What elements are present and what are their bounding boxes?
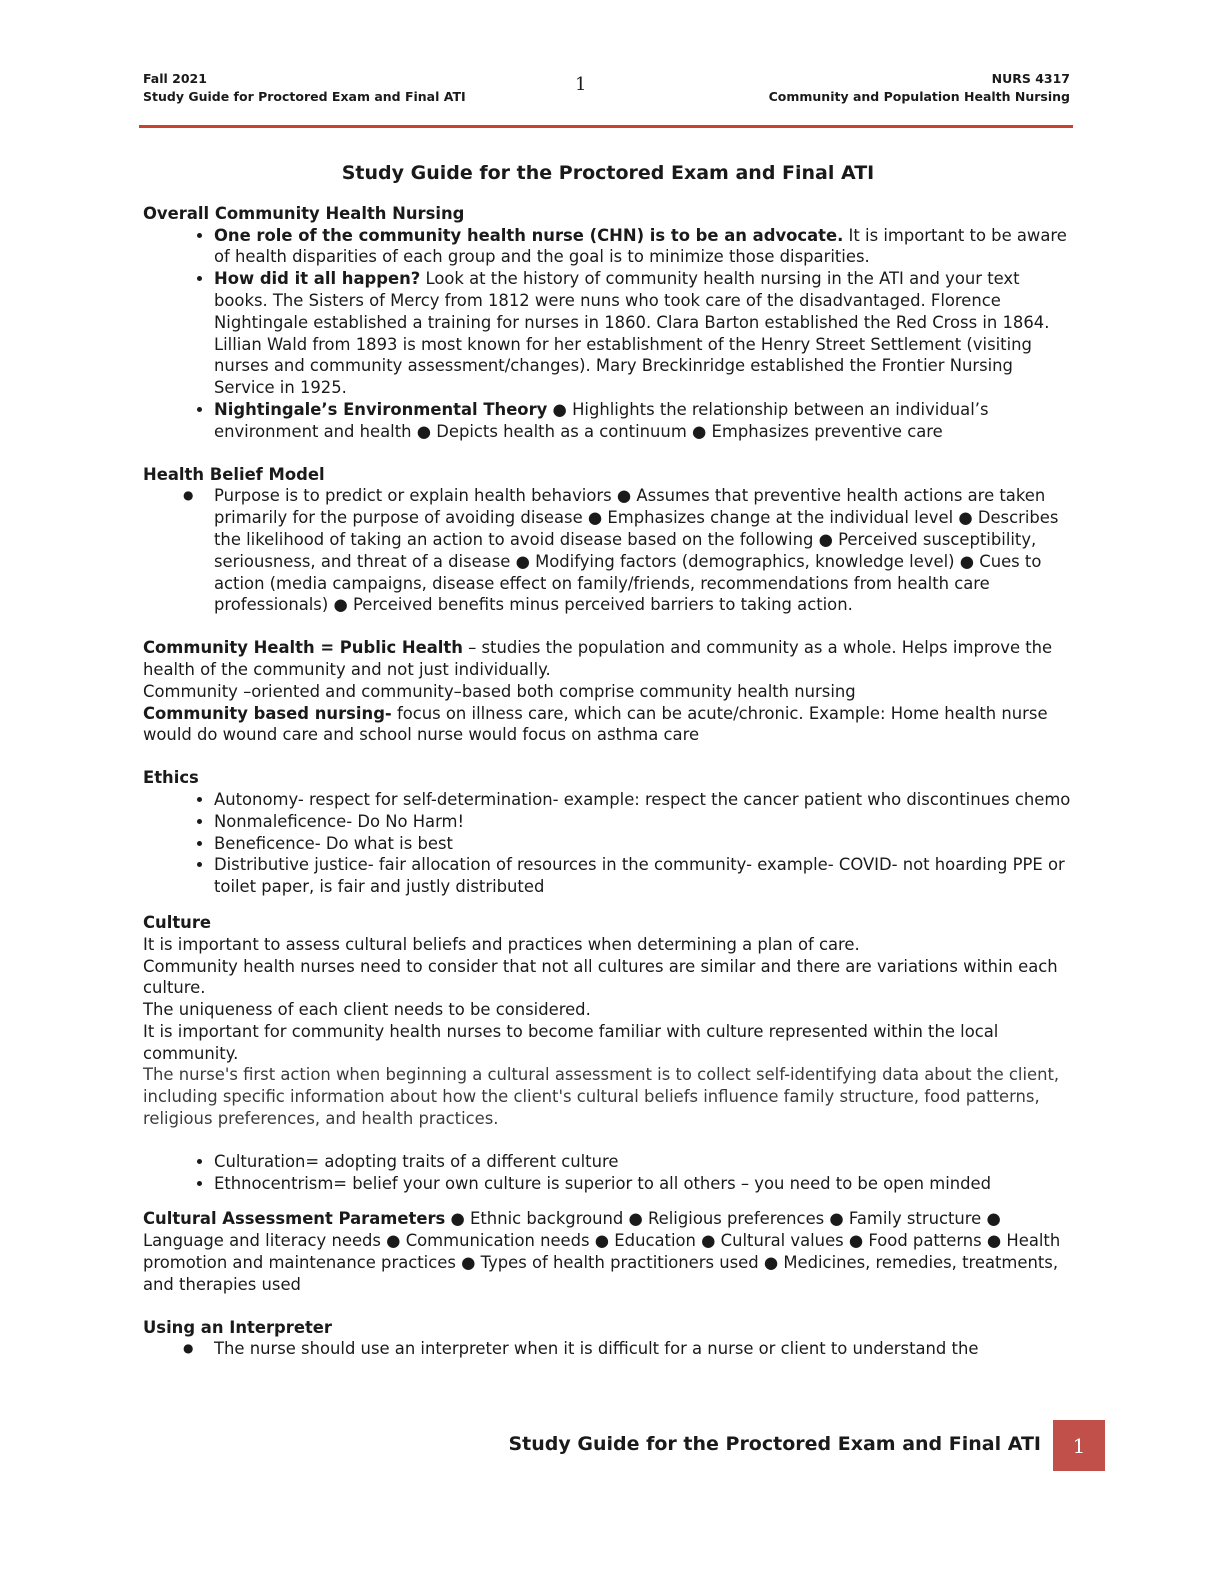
list-item: ● Purpose is to predict or explain health behaviors ● Assumes that preventive health actions are taken primarily for the purpose of avoiding disease ● Emphasizes change at the individual level ● Describes the likelihood of taking an action to avoid disease based on the following ● Perceived susceptibility, seriousness, and threat of a disease ● Modifying factors (demographics, knowledge level) ● Cues to action (media campaigns, disease effect on family/friends, recommendations from health care professionals) ● Perceived benefits minus perceived barriers to taking action. xyxy=(214,485,1073,616)
community-health-paragraph: Community Health = Public Health – studies the population and community as a whole. Helps improve the health of the community and not just individually. xyxy=(143,638,1053,679)
culture-paragraph: It is important to assess cultural beliefs and practices when determining a plan of care. xyxy=(143,934,860,954)
header-right xyxy=(769,70,1070,106)
header-divider xyxy=(139,125,1073,128)
section-heading-overall: Overall Community Health Nursing xyxy=(143,203,465,223)
culture-paragraph: The nurse's first action when beginning a cultural assessment is to collect self-identifying data about the client, including specific information about how the client's cultural beliefs influence family structure, food patterns, religious preferences, and health practices. xyxy=(143,1065,1060,1129)
footer-title: Study Guide for the Proctored Exam and Final ATI xyxy=(508,1433,1041,1455)
hbm-list xyxy=(143,485,1073,616)
section-heading-ethics: Ethics xyxy=(143,768,199,788)
culture-paragraph: Community health nurses need to consider that not all cultures are similar and there are variations within each culture. xyxy=(143,956,1058,998)
ethics-list xyxy=(143,789,1073,898)
overall-list xyxy=(143,225,1073,443)
header-page-number: 1 xyxy=(575,74,587,95)
culture-paragraph: The uniqueness of each client needs to be considered. xyxy=(143,1000,591,1020)
header-course-code: NURS 4317 xyxy=(991,71,1070,86)
list-item: • Autonomy- respect for self-determination- example: respect the cancer patient who discontinues chemo xyxy=(214,789,1073,811)
document-body xyxy=(143,163,1073,1360)
header-left xyxy=(143,70,466,106)
list-item: • Ethnocentrism= belief your own culture is superior to all others – you need to be open minded xyxy=(214,1173,1073,1195)
interpreter-list xyxy=(143,1338,1073,1360)
cultural-assessment-paragraph: Cultural Assessment Parameters ● Ethnic background ● Religious preferences ● Family structure ● Language and literacy needs ● Communication needs ● Education ● Cultural values ● Food patterns ● Health promotion and maintenance practices ● Types of health practitioners used ● Medicines, remedies, treatments, and therapies used xyxy=(143,1209,1061,1294)
list-item: ● The nurse should use an interpreter when it is difficult for a nurse or client to understand the xyxy=(214,1338,1073,1360)
header-term: Fall 2021 xyxy=(143,71,207,86)
list-item: • How did it all happen? Look at the history of community health nursing in the ATI and your text books. The Sisters of Mercy from 1812 were nuns who took care of the disadvantaged. Florence Nightingale established a training for nurses in 1860. Clara Barton established the Red Cross in 1864. Lillian Wald from 1893 is most known for her establishment of the Henry Street Settlement (visiting nurses and community assessment/changes). Mary Breckinridge established the Frontier Nursing Service in 1925. xyxy=(214,268,1073,399)
header-course-name: Community and Population Health Nursing xyxy=(768,89,1070,104)
footer-page-number: 1 xyxy=(1053,1420,1105,1471)
section-heading-interpreter: Using an Interpreter xyxy=(143,1317,332,1337)
list-item: • Nightingale’s Environmental Theory ● Highlights the relationship between an individual’s environment and health ● Depicts health as a continuum ● Emphasizes preventive care xyxy=(214,399,1073,443)
list-item: • Distributive justice- fair allocation of resources in the community- example- COVID- not hoarding PPE or toilet paper, is fair and justly distributed xyxy=(214,854,1073,898)
list-item: • One role of the community health nurse (CHN) is to be an advocate. It is important to be aware of health disparities of each group and the goal is to minimize those disparities. xyxy=(214,225,1073,269)
community-based-paragraph: Community based nursing- focus on illness care, which can be acute/chronic. Example: Home health nurse would do wound care and school nurse would focus on asthma care xyxy=(143,703,1048,745)
section-heading-culture: Culture xyxy=(143,912,212,932)
culture-list xyxy=(143,1151,1073,1195)
list-item: • Beneficence- Do what is best xyxy=(214,833,1073,855)
list-item: • Nonmaleficence- Do No Harm! xyxy=(214,811,1073,833)
header-guide: Study Guide for Proctored Exam and Final ATI xyxy=(143,89,466,104)
section-heading-hbm: Health Belief Model xyxy=(143,464,325,484)
culture-paragraph: It is important for community health nurses to become familiar with culture represented within the local community. xyxy=(143,1021,999,1063)
community-oriented-paragraph: Community –oriented and community–based both comprise community health nursing xyxy=(143,681,856,701)
page-title: Study Guide for the Proctored Exam and Final ATI xyxy=(341,162,875,184)
list-item: • Culturation= adopting traits of a different culture xyxy=(214,1151,1073,1173)
